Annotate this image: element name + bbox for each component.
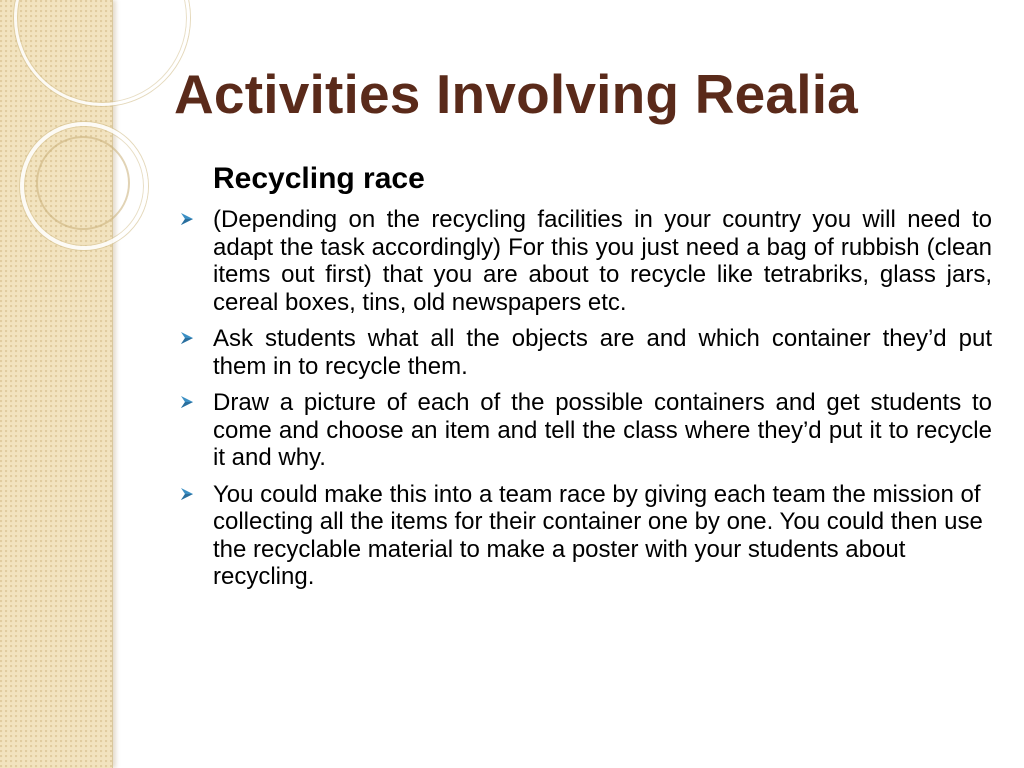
- slide-title: Activities Involving Realia: [174, 63, 858, 125]
- bullet-item: [176, 389, 992, 472]
- arrow-bullet-icon: [180, 487, 194, 501]
- arrow-bullet-icon: [180, 395, 194, 409]
- bullet-text: You could make this into a team race by giving each team the mission of collecting all the items for their container one by one. You could then use the recyclable material to make a poster with your students about recycling.: [213, 480, 983, 590]
- bullet-text: Draw a picture of each of the possible containers and get students to come and choose an item and tell the class where they’d put it to recycle it and why.: [213, 389, 992, 471]
- bullet-list: [176, 206, 992, 591]
- arrow-bullet-icon: [180, 212, 194, 226]
- decorative-side-band: [0, 0, 113, 768]
- bullet-item: [176, 325, 992, 380]
- slide-subtitle: Recycling race: [213, 162, 425, 195]
- decorative-ring-inner: [36, 136, 130, 230]
- bullet-item: [176, 206, 992, 316]
- bullet-text: Ask students what all the objects are and which container they’d put them in to recycle them.: [213, 325, 992, 380]
- bullet-text: (Depending on the recycling facilities in your country you will need to adapt the task accordingly) For this you just need a bag of rubbish (clean items out first) that you are about to recycle like tetrabriks, glass jars, cereal boxes, tins, old newspapers etc.: [213, 206, 992, 316]
- bullet-item: [176, 481, 992, 591]
- arrow-bullet-icon: [180, 331, 194, 345]
